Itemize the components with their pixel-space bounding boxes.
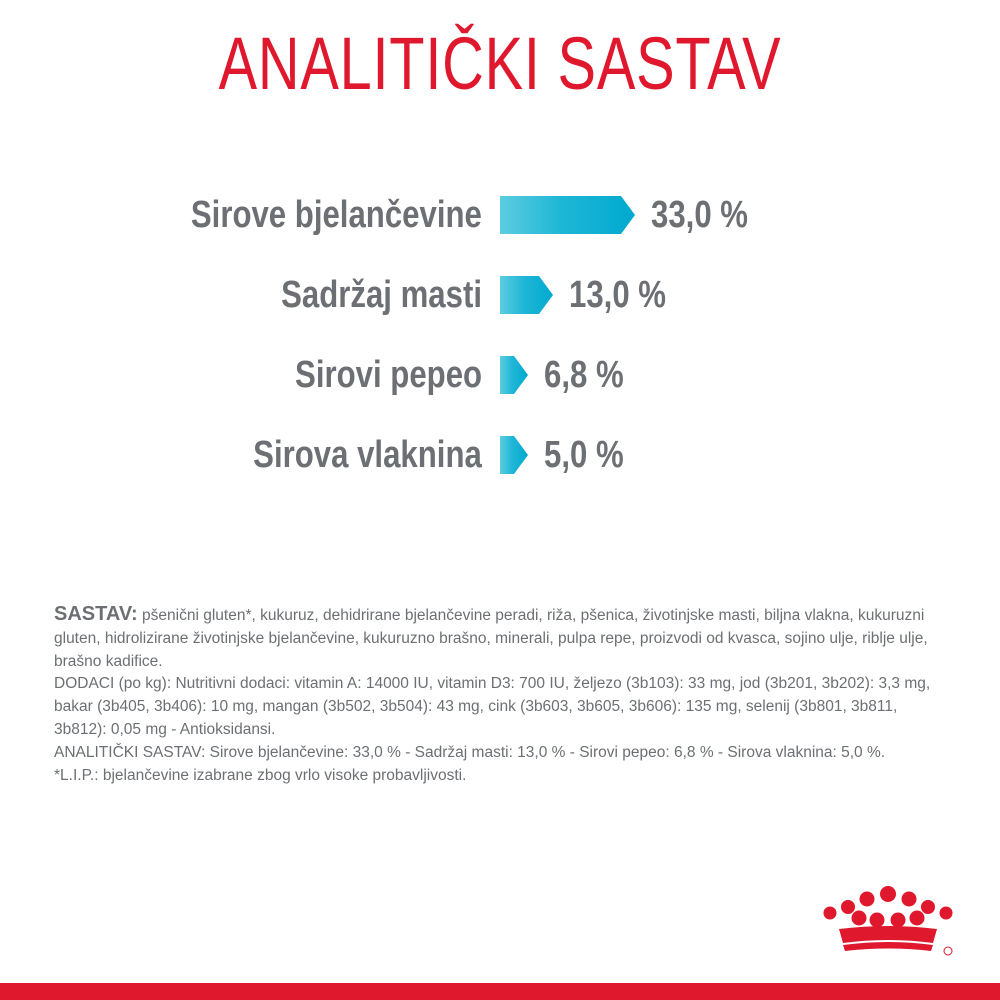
footer-red-stripe xyxy=(0,983,1000,1000)
nutrient-row xyxy=(0,430,1000,480)
nutrient-label: Sirova vlaknina xyxy=(253,434,482,476)
nutrient-row xyxy=(0,350,1000,400)
lip-note: *L.I.P.: bjelančevine izabrane zbog vrlo visoke probavljivosti. xyxy=(54,766,467,784)
nutrient-value: 13,0 % xyxy=(569,274,667,316)
analytical-text: ANALITIČKI SASTAV: Sirove bjelančevine: 33,0 % - Sadržaj masti: 13,0 % - Sirovi pepeo: 6,8 % - Sirova vlaknina: 5,0 %. xyxy=(54,743,886,761)
nutrient-bar xyxy=(500,276,553,314)
nutrient-value: 6,8 % xyxy=(544,354,624,396)
royal-canin-crown-icon xyxy=(815,885,955,960)
nutrient-label: Sirove bjelančevine xyxy=(191,194,482,236)
composition-block xyxy=(54,603,954,787)
nutrient-value: 33,0 % xyxy=(651,194,749,236)
nutrient-value: 5,0 % xyxy=(544,434,624,476)
nutrient-bar xyxy=(500,196,635,234)
composition-heading: SASTAV: xyxy=(54,603,138,625)
nutrient-row xyxy=(0,190,1000,240)
ingredients-text: pšenični gluten*, kukuruz, dehidrirane bjelančevine peradi, riža, pšenica, životinjske masti, biljna vlakna, kukuruzni gluten, hidrolizirane životinjske bjelančevine, kukuruzno brašno, minerali, pulpa repe, proizvodi od kvasca, sojino ulje, riblje ulje, brašno kadifice. xyxy=(54,607,928,670)
nutrient-bar xyxy=(500,436,528,474)
nutrient-label: Sadržaj masti xyxy=(281,274,482,316)
nutrient-row xyxy=(0,270,1000,320)
nutrient-bar xyxy=(500,356,528,394)
page-title: ANALITIČKI SASTAV xyxy=(218,22,782,105)
ingredients-paragraph xyxy=(54,603,954,673)
nutrient-label: Sirovi pepeo xyxy=(294,354,482,396)
additives-text: DODACI (po kg): Nutritivni dodaci: vitamin A: 14000 IU, vitamin D3: 700 IU, željezo (3b103): 33 mg, jod (3b201, 3b202): 3,3 mg, bakar (3b405, 3b406): 10 mg, mangan (3b502, 3b504): 43 mg, cink (3b603, 3b605, 3b606): 135 mg, selenij (3b801, 3b811, 3b812): 0,05 mg - Antioksidansi. xyxy=(54,675,931,738)
